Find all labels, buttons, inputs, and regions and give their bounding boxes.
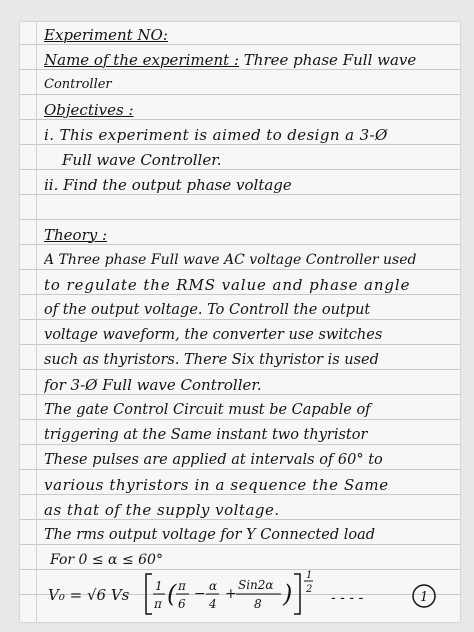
theory-line-7: The gate Control Circuit must be Capable of xyxy=(44,402,371,418)
frac-4-den: 8 xyxy=(254,597,262,611)
ruled-line xyxy=(20,219,460,220)
theory-heading: Theory : xyxy=(44,226,108,244)
frac-3-num: α xyxy=(209,579,218,593)
ruled-line xyxy=(20,144,460,145)
ruled-line xyxy=(20,394,460,395)
notebook-page xyxy=(20,22,460,622)
ruled-line xyxy=(20,69,460,70)
ruled-line xyxy=(20,269,460,270)
ruled-line xyxy=(20,444,460,445)
experiment-name-continued: Controller xyxy=(44,77,112,92)
ruled-line xyxy=(20,419,460,420)
experiment-no-heading: Experiment NO: xyxy=(44,26,168,44)
theory-line-12: The rms output voltage for Y Connected load xyxy=(44,527,376,543)
ruled-line xyxy=(20,169,460,170)
theory-line-5: such as thyristors. There Six thyristor is used xyxy=(44,352,379,368)
exponent-den: 2 xyxy=(306,584,313,595)
experiment-name-value: Three phase Full wave xyxy=(243,51,417,69)
frac-2-num: π xyxy=(178,579,186,593)
theory-line-3: of the output voltage. To Controll the output xyxy=(44,302,371,318)
left-bracket xyxy=(146,574,152,614)
ruled-line xyxy=(20,369,460,370)
frac-1-den: π xyxy=(154,597,162,611)
equation-number: 1 xyxy=(420,590,429,605)
objective-1: i. This experiment is aimed to design a 3-Ø xyxy=(44,126,388,144)
ruled-line xyxy=(20,244,460,245)
frac-2-den: 6 xyxy=(178,597,186,611)
minus-sign: − xyxy=(194,586,206,602)
frac-4-num: Sin2α xyxy=(238,578,274,592)
exponent-num: 1 xyxy=(306,570,313,581)
theory-line-1: A Three phase Full wave AC voltage Controller used xyxy=(44,252,417,268)
alpha-range-condition: For 0 ≤ α ≤ 60° xyxy=(50,552,163,568)
ruled-line xyxy=(20,319,460,320)
objective-2: ii. Find the output phase voltage xyxy=(44,176,292,194)
close-paren: ) xyxy=(283,580,293,608)
margin-line xyxy=(36,22,37,622)
frac-1-num: 1 xyxy=(155,579,163,593)
theory-line-11: as that of the supply voltage. xyxy=(44,501,280,519)
ruled-line xyxy=(20,194,460,195)
right-bracket xyxy=(294,574,300,614)
theory-line-6: for 3-Ø Full wave Controller. xyxy=(44,376,262,394)
formula-lhs: V₀ = √6 Vs xyxy=(48,586,130,604)
ruled-line xyxy=(20,44,460,45)
ruled-line xyxy=(20,544,460,545)
theory-line-8: triggering at the Same instant two thyristor xyxy=(44,427,368,443)
theory-line-4: voltage waveform, the converter use switches xyxy=(44,327,383,343)
ruled-line xyxy=(20,119,460,120)
frac-3-den: 4 xyxy=(209,597,217,611)
ruled-line xyxy=(20,519,460,520)
objectives-heading: Objectives : xyxy=(44,101,134,119)
plus-sign: + xyxy=(225,586,237,602)
open-paren: ( xyxy=(167,580,177,608)
ruled-line xyxy=(20,294,460,295)
trailing-dashes: - - - - xyxy=(331,590,364,606)
theory-line-10: various thyristors in a sequence the Same xyxy=(44,476,389,494)
ruled-line xyxy=(20,469,460,470)
ruled-line xyxy=(20,494,460,495)
ruled-line xyxy=(20,344,460,345)
objective-1-continued: Full wave Controller. xyxy=(62,151,222,169)
experiment-name-label: Name of the experiment : xyxy=(44,51,240,69)
ruled-line xyxy=(20,94,460,95)
theory-line-9: These pulses are applied at intervals of 60° to xyxy=(44,452,383,468)
rms-voltage-formula xyxy=(48,568,448,622)
theory-line-2: to regulate the RMS value and phase angle xyxy=(44,276,411,294)
